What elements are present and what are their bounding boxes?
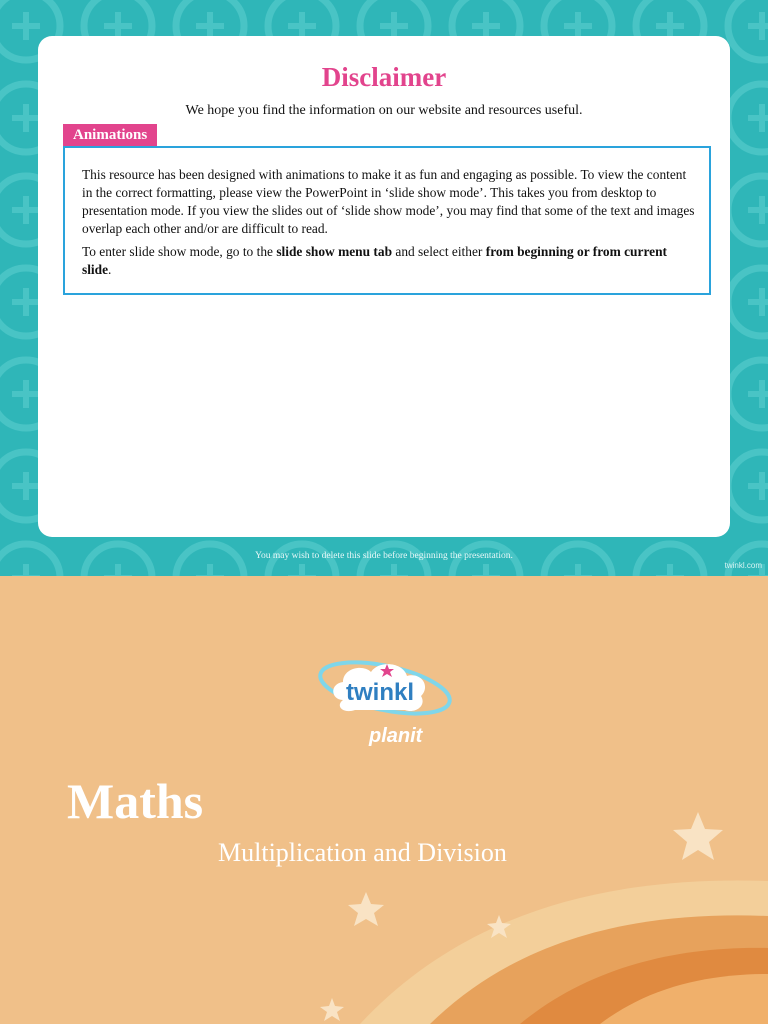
logo-planit: planit xyxy=(369,725,423,747)
logo-wordmark: twinkl xyxy=(346,679,415,706)
animations-tab-label: Animations xyxy=(63,124,157,146)
footer-note: You may wish to delete this slide before beginning the presentation. xyxy=(255,551,513,561)
instruction-text-end: . xyxy=(108,262,112,277)
animations-paragraph: This resource has been designed with animations to make it as fun and engaging as possible. To view the content in the correct formatting, please view the PowerPoint in ‘slide show mode’. This takes you from desktop to presentation mode. If you view the slides out of ‘slide show mode’, you may find that some of the text and images overlap each other and/or are difficult to read. xyxy=(82,167,695,236)
star-icon xyxy=(320,998,344,1021)
instruction-bold-tab: slide show menu tab xyxy=(276,244,393,259)
slide-title: Maths xyxy=(67,773,204,829)
intro-text: We hope you find the information on our website and resources useful. xyxy=(185,103,583,118)
animations-info-box xyxy=(63,146,711,295)
instruction-bold-options: from beginning or from current slide xyxy=(82,244,667,277)
instruction-text: To enter slide show mode, go to the xyxy=(82,244,277,259)
slide-subtitle: Multiplication and Division xyxy=(218,838,507,867)
disclaimer-card xyxy=(38,36,730,537)
title-slide xyxy=(0,576,768,1024)
instruction-text-mid: and select either xyxy=(392,244,486,259)
star-icon xyxy=(673,812,723,860)
twinkl-planit-logo xyxy=(315,656,455,750)
disclaimer-title: Disclaimer xyxy=(321,62,447,92)
slide-show-instructions xyxy=(82,243,699,279)
star-icon xyxy=(348,892,384,926)
twinkl-url-mark: twinkl.com xyxy=(724,561,762,570)
